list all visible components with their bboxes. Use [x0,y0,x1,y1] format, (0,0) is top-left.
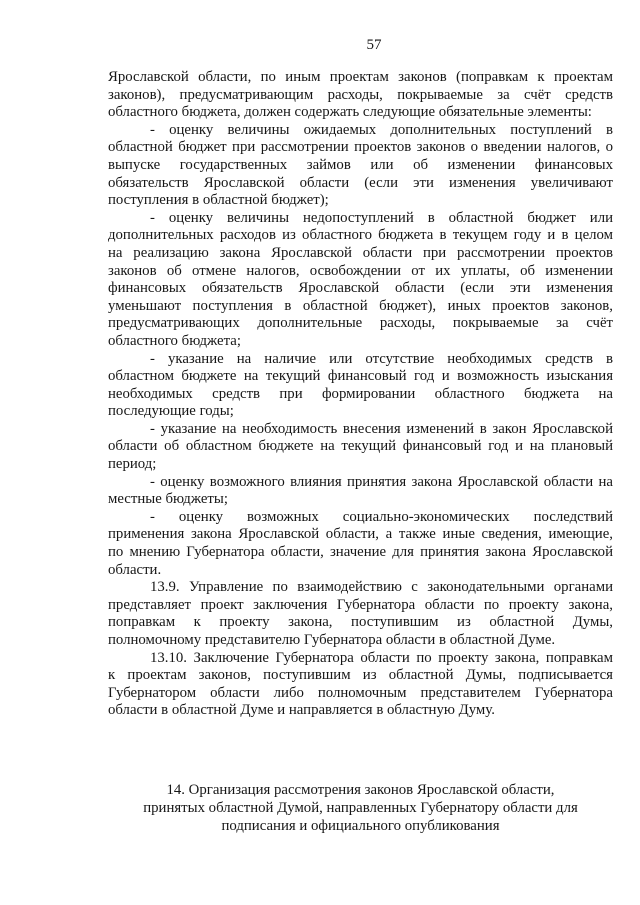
section-heading-line: подписания и официального опубликования [221,818,500,834]
text-line: области в областной Думе и направляется в областную Думу. [108,702,495,719]
text-line: 13.10. Заключение Губернатора области по проекту закона, поправкам [150,649,613,666]
text-line: - указание на необходимость внесения изменений в закон Ярославской [150,420,613,437]
text-line: дополнительных расходов из областного бюджета в текущем году и в целом [108,227,613,244]
text-line: 13.9. Управление по взаимодействию с законодательными органами [150,579,613,596]
section-heading [108,781,613,835]
clause-13-10 [108,650,613,720]
text-line: выпуске государственных займов или об изменении финансовых [108,156,613,173]
text-line: - указание на наличие или отсутствие необходимых средств в [150,350,613,367]
list-item-revenue-assessment [108,122,613,210]
list-item-funds-availability [108,351,613,421]
text-line: по мнению Губернатора области, значение для принятия закона Ярославской [108,544,613,561]
text-line: - оценку возможных социально-экономических последствий [150,508,613,525]
text-line: Ярославской области, по иным проектам законов (поправкам к проектам [108,69,613,85]
clause-13-9 [108,579,613,649]
text-line: поправкам к проекту закона, поступившим из областной Думы, [108,614,613,631]
text-line: - оценку величины недопоступлений в областной бюджет или [150,209,613,226]
body-text [108,69,613,720]
text-line: последующие годы; [108,403,234,420]
text-line: необходимых средств при формировании областного бюджета на [108,385,613,402]
section-heading-line: принятых областной Думой, направленных Губернатору области для [143,800,578,816]
text-line: областного бюджета, должен содержать следующие обязательные элементы: [108,104,592,121]
text-line: полномочному представителю Губернатора области в областной Думе. [108,632,556,648]
text-line: применения закона Ярославской области, а также иные сведения, имеющие, [108,526,613,543]
text-line: Губернатором области либо полномочным представителем Губернатора [108,684,613,701]
text-line: - оценку величины ожидаемых дополнительных поступлений в [150,121,613,138]
text-line: областной бюджет при рассмотрении проектов законов о введении налогов, о [108,139,613,156]
text-line: период; [108,456,157,473]
text-line: - оценку возможного влияния принятия закона Ярославской области на [150,473,613,490]
text-line: к проектам законов, поступившим из областной Думы, подписывается [108,667,613,684]
list-item-local-budgets-impact [108,474,613,509]
list-item-shortfall-assessment [108,210,613,351]
text-line: предусматривающих дополнительные расходы, покрываемые за счёт [108,315,613,332]
text-line: обязательств Ярославской области (если эти изменения увеличивают [108,174,613,191]
text-line: законов), предусматривающим расходы, покрываемые за счёт средств [108,86,613,103]
text-line: финансовых обязательств Ярославской области (если эти изменения [108,280,613,297]
text-line: уменьшают поступления в областной бюджет), иных проектов законов, [108,297,613,314]
text-line: области. [108,561,162,578]
text-line: местные бюджеты; [108,491,228,508]
list-item-socioeconomic-consequences [108,509,613,579]
list-item-budget-amendment [108,421,613,474]
text-line: законов об отмене налогов, освобождении от их уплаты, об изменении [108,262,613,279]
text-line: области об областном бюджете на текущий финансовый год и на плановый [108,438,613,455]
page-number: 57 [366,37,382,53]
section-heading-line: 14. Организация рассмотрения законов Ярославской области, [166,782,555,798]
text-line: поступления в областной бюджет); [108,192,329,209]
text-line: представляет проект заключения Губернатора области по проекту закона, [108,596,613,613]
paragraph-continuation [108,69,613,122]
text-line: областного бюджета; [108,332,241,349]
text-line: на реализацию закона Ярославской области при рассмотрении проектов [108,244,613,261]
text-line: областном бюджете на текущий финансовый год и возможность изыскания [108,368,613,385]
